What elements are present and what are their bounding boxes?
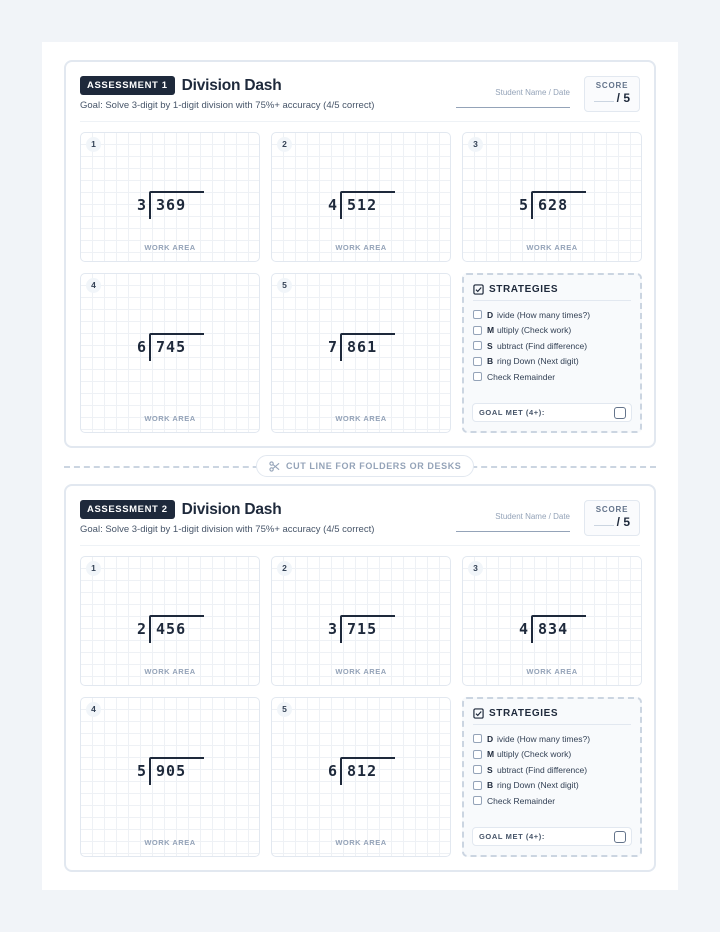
problem-box[interactable] <box>80 132 260 262</box>
strategy-checkbox[interactable] <box>473 796 482 805</box>
problem-number: 4 <box>86 278 101 293</box>
checkbox-icon <box>473 708 484 719</box>
dividend: 905 <box>151 757 204 780</box>
strategy-checkbox[interactable] <box>473 765 482 774</box>
dividend: 745 <box>151 333 204 356</box>
score-total: / 5 <box>616 91 630 105</box>
strategy-checkbox[interactable] <box>473 750 482 759</box>
problem-number: 3 <box>468 137 483 152</box>
problem-box[interactable] <box>271 132 451 262</box>
strategy-text: Check Remainder <box>487 795 556 806</box>
assessment-card-2 <box>64 484 656 872</box>
long-division <box>519 615 586 643</box>
work-area-label: WORK AREA <box>144 414 196 423</box>
strategy-text: ivide (How many times?) <box>497 309 591 320</box>
divisor: 3 <box>137 196 147 214</box>
student-name-field[interactable] <box>456 506 570 532</box>
assessment-goal: Goal: Solve 3-digit by 1-digit division with 75%+ accuracy (4/5 correct) <box>80 524 375 535</box>
divisor: 7 <box>328 338 338 356</box>
dividend: 512 <box>342 191 395 214</box>
strategy-text: ring Down (Next digit) <box>497 780 579 791</box>
strategy-checkbox[interactable] <box>473 781 482 790</box>
strategy-text: ultiply (Check work) <box>497 749 572 760</box>
strategy-text: ring Down (Next digit) <box>497 356 579 367</box>
long-division <box>328 757 395 785</box>
strategy-item[interactable] <box>473 307 631 323</box>
strategy-text: ivide (How many times?) <box>497 733 591 744</box>
divisor: 4 <box>328 196 338 214</box>
problem-number: 2 <box>277 561 292 576</box>
long-division <box>328 333 395 361</box>
strategy-checkbox[interactable] <box>473 310 482 319</box>
long-division <box>519 191 586 219</box>
assessment-badge: ASSESSMENT 2 <box>80 500 175 519</box>
strategy-letter: M <box>487 325 495 336</box>
dividend: 812 <box>342 757 395 780</box>
problem-number: 5 <box>277 702 292 717</box>
score-label: SCORE <box>595 505 629 514</box>
divisor: 4 <box>519 620 529 638</box>
strategy-letter: B <box>487 780 494 791</box>
assessment-header <box>80 500 640 546</box>
work-area-label: WORK AREA <box>144 243 196 252</box>
strategy-item[interactable] <box>473 793 631 809</box>
strategy-letter: S <box>487 340 493 351</box>
dividend: 628 <box>533 191 586 214</box>
long-division <box>137 333 204 361</box>
strategy-letter: B <box>487 356 494 367</box>
score-box[interactable] <box>584 76 640 112</box>
assessment-card-1 <box>64 60 656 448</box>
strategy-checkbox[interactable] <box>473 341 482 350</box>
problem-box[interactable] <box>271 273 451 433</box>
student-name-label: Student Name / Date <box>495 88 570 97</box>
goal-met-row[interactable] <box>472 403 632 422</box>
long-division <box>137 757 204 785</box>
worksheet-page <box>42 42 678 890</box>
strategy-item[interactable] <box>473 762 631 778</box>
dividend: 456 <box>151 615 204 638</box>
work-area-label: WORK AREA <box>144 667 196 676</box>
problem-box[interactable] <box>80 556 260 686</box>
strategy-checkbox[interactable] <box>473 734 482 743</box>
work-area-label: WORK AREA <box>144 838 196 847</box>
score-total: / 5 <box>616 515 630 529</box>
problem-number: 1 <box>86 561 101 576</box>
strategy-item[interactable] <box>473 338 631 354</box>
score-box[interactable] <box>584 500 640 536</box>
divisor: 2 <box>137 620 147 638</box>
strategy-item[interactable] <box>473 747 631 763</box>
assessment-badge: ASSESSMENT 1 <box>80 76 175 95</box>
divisor: 3 <box>328 620 338 638</box>
problem-box[interactable] <box>271 697 451 857</box>
problem-number: 1 <box>86 137 101 152</box>
checkbox-icon <box>473 284 484 295</box>
problem-box[interactable] <box>80 697 260 857</box>
strategies-panel <box>462 273 642 433</box>
long-division <box>137 191 204 219</box>
strategy-text: ultiply (Check work) <box>497 325 572 336</box>
problem-box[interactable] <box>462 556 642 686</box>
assessment-title: Division Dash <box>181 500 282 518</box>
score-label: SCORE <box>595 81 629 90</box>
dividend: 834 <box>533 615 586 638</box>
strategies-title: STRATEGIES <box>489 284 559 295</box>
work-area-label: WORK AREA <box>526 243 578 252</box>
strategy-text: Check Remainder <box>487 371 556 382</box>
long-division <box>137 615 204 643</box>
score-blank[interactable] <box>594 525 614 526</box>
problem-box[interactable] <box>80 273 260 433</box>
student-name-label: Student Name / Date <box>495 512 570 521</box>
problem-box[interactable] <box>271 556 451 686</box>
strategy-letter: M <box>487 749 495 760</box>
strategy-text: ubtract (Find difference) <box>497 340 588 351</box>
score-blank[interactable] <box>594 101 614 102</box>
dividend: 715 <box>342 615 395 638</box>
goal-met-row[interactable] <box>472 827 632 846</box>
strategies-title: STRATEGIES <box>489 708 559 719</box>
strategy-checkbox[interactable] <box>473 326 482 335</box>
work-area-label: WORK AREA <box>335 243 387 252</box>
strategy-item[interactable] <box>473 354 631 370</box>
assessment-header <box>80 76 640 122</box>
problem-number: 5 <box>277 278 292 293</box>
cut-line-label <box>256 455 474 477</box>
long-division <box>328 615 395 643</box>
goal-met-label: GOAL MET (4+): <box>479 832 545 841</box>
strategy-item[interactable] <box>473 778 631 794</box>
strategy-letter: D <box>487 733 494 744</box>
strategy-text: ubtract (Find difference) <box>497 764 588 775</box>
problem-number: 2 <box>277 137 292 152</box>
student-name-field[interactable] <box>456 82 570 108</box>
strategy-item[interactable] <box>473 731 631 747</box>
dividend: 861 <box>342 333 395 356</box>
dividend: 369 <box>151 191 204 214</box>
divisor: 5 <box>137 762 147 780</box>
strategies-panel <box>462 697 642 857</box>
divisor: 6 <box>328 762 338 780</box>
long-division <box>328 191 395 219</box>
problem-number: 4 <box>86 702 101 717</box>
assessment-goal: Goal: Solve 3-digit by 1-digit division with 75%+ accuracy (4/5 correct) <box>80 100 375 111</box>
goal-met-label: GOAL MET (4+): <box>479 408 545 417</box>
strategy-letter: S <box>487 764 493 775</box>
problem-number: 3 <box>468 561 483 576</box>
strategy-checkbox[interactable] <box>473 357 482 366</box>
work-area-label: WORK AREA <box>526 667 578 676</box>
assessment-title: Division Dash <box>181 76 282 94</box>
strategy-item[interactable] <box>473 369 631 385</box>
strategy-item[interactable] <box>473 323 631 339</box>
scissors-icon <box>269 461 280 472</box>
goal-met-checkbox[interactable] <box>614 831 626 843</box>
problem-box[interactable] <box>462 132 642 262</box>
divisor: 5 <box>519 196 529 214</box>
work-area-label: WORK AREA <box>335 838 387 847</box>
cut-line-text: CUT LINE FOR FOLDERS OR DESKS <box>286 461 462 471</box>
strategy-checkbox[interactable] <box>473 372 482 381</box>
goal-met-checkbox[interactable] <box>614 407 626 419</box>
strategy-letter: D <box>487 309 494 320</box>
divisor: 6 <box>137 338 147 356</box>
work-area-label: WORK AREA <box>335 414 387 423</box>
work-area-label: WORK AREA <box>335 667 387 676</box>
